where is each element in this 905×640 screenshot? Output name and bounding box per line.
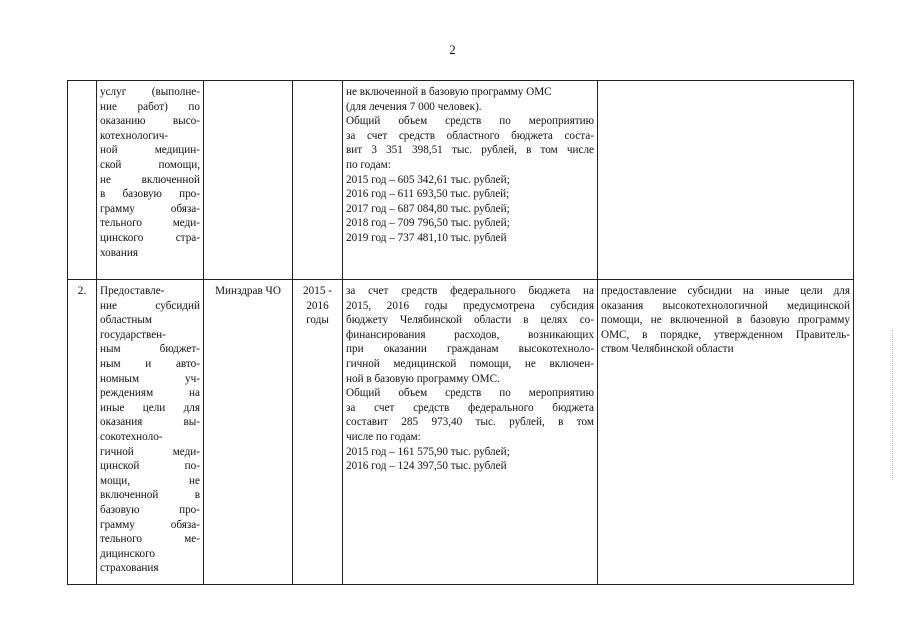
financing-line: Общий объем средств по мероприятию (346, 387, 594, 400)
financing-line: 2015 год – 605 342,61 тыс. рублей; (346, 173, 510, 186)
financing-line: вит 3 351 398,51 тыс. рублей, в том числе (346, 144, 594, 157)
financing-line: 2017 год – 687 084,80 тыс. рублей; (346, 202, 510, 215)
table-row (68, 81, 854, 280)
name-line: номным уч- (100, 372, 200, 385)
name-line: реждениям на (100, 387, 200, 400)
name-line: оказания вы- (100, 416, 200, 429)
row-number-cell (68, 81, 97, 280)
financing-line: за счет средств областного бюджета соста- (346, 129, 594, 142)
result-cell (598, 81, 854, 280)
name-line: хования (100, 246, 138, 259)
name-line: ной медицин- (100, 144, 200, 157)
name-line: грамму обяза- (100, 202, 200, 215)
executor-cell (204, 81, 293, 280)
financing-line: при оказании гражданам высокотехноло- (346, 343, 594, 356)
name-line: ным бюджет- (100, 343, 200, 356)
name-line: ние субсидий (100, 299, 200, 312)
name-line: областным (100, 314, 152, 327)
result-line: ством Челябинской области (601, 343, 734, 356)
name-line: Предоставле- (100, 285, 165, 297)
period-line: 2015 - (303, 285, 332, 297)
period-line: 2016 (306, 299, 329, 312)
financing-cell (343, 81, 598, 280)
financing-line: 2019 год – 737 481,10 тыс. рублей (346, 231, 507, 244)
page-number: 2 (449, 42, 456, 57)
financing-line: финансирования расходов, возникающих (346, 328, 594, 341)
period-cell (293, 81, 343, 280)
name-line: базовую про- (100, 503, 200, 516)
measure-name-cell (97, 81, 204, 280)
financing-line: за счет средств федерального бюджета на (346, 285, 594, 297)
name-line: тельного ме- (100, 533, 200, 546)
name-line: оказанию высо- (100, 115, 200, 128)
name-line: услуг (выполне- (100, 86, 200, 98)
financing-line: гичной медицинской помощи, не включен- (346, 357, 594, 370)
scan-edge-marks (888, 330, 893, 480)
financing-line: 2015, 2016 годы предусмотрена субсидия (346, 299, 594, 312)
name-line: включенной в (100, 489, 200, 502)
measures-table (67, 80, 854, 585)
table-row (68, 280, 854, 585)
period-line: годы (306, 314, 329, 327)
measure-name-cell (97, 280, 204, 585)
name-line: ской помощи, (100, 158, 200, 171)
name-line: ние работ) по (100, 100, 200, 113)
name-line: грамму обяза- (100, 518, 200, 531)
name-line: ным и авто- (100, 357, 200, 370)
name-line: государствен- (100, 328, 166, 341)
period-cell (293, 280, 343, 585)
financing-line: Общий объем средств по мероприятию (346, 115, 594, 128)
name-line: цинской по- (100, 460, 200, 473)
financing-line: по годам: (346, 158, 391, 171)
result-line: помощи, не включенной в базовую программу (601, 314, 850, 327)
financing-line: составит 285 973,40 тыс. рублей, в том (346, 416, 594, 429)
executor-cell: Минздрав ЧО (204, 280, 293, 585)
name-line: гичной меди- (100, 445, 200, 458)
result-line: предоставление субсидии на иные цели для (601, 285, 850, 297)
result-line: ОМС, в порядке, утвержденном Правитель- (601, 328, 850, 341)
result-cell (598, 280, 854, 585)
name-line: тельного меди- (100, 217, 200, 230)
result-line: оказания высокотехнологичной медицинской (601, 299, 850, 312)
name-line: дицинского (100, 547, 155, 560)
name-line: не включенной (100, 173, 200, 186)
name-line: в базовую про- (100, 188, 200, 201)
row-number-cell: 2. (68, 280, 97, 585)
name-line: котехнологич- (100, 129, 169, 142)
financing-line: бюджету Челябинской области в целях со- (346, 314, 594, 327)
financing-line: 2018 год – 709 796,50 тыс. рублей; (346, 217, 510, 230)
name-line: иные цели для (100, 401, 200, 414)
financing-line: не включенной в базовую программу ОМС (346, 86, 552, 98)
financing-line: ной в базовую программу ОМС. (346, 372, 500, 385)
financing-line: (для лечения 7 000 человек). (346, 100, 482, 113)
name-line: цинского стра- (100, 231, 200, 244)
financing-line: 2016 год – 124 397,50 тыс. рублей (346, 460, 507, 473)
name-line: сокотехноло- (100, 430, 163, 443)
financing-line: за счет средств федерального бюджета (346, 401, 594, 414)
financing-line: 2016 год – 611 693,50 тыс. рублей; (346, 188, 510, 201)
financing-line: 2015 год – 161 575,90 тыс. рублей; (346, 445, 510, 458)
name-line: мощи, не (100, 474, 200, 487)
name-line: страхования (100, 562, 159, 575)
financing-line: числе по годам: (346, 430, 421, 443)
financing-cell (343, 280, 598, 585)
